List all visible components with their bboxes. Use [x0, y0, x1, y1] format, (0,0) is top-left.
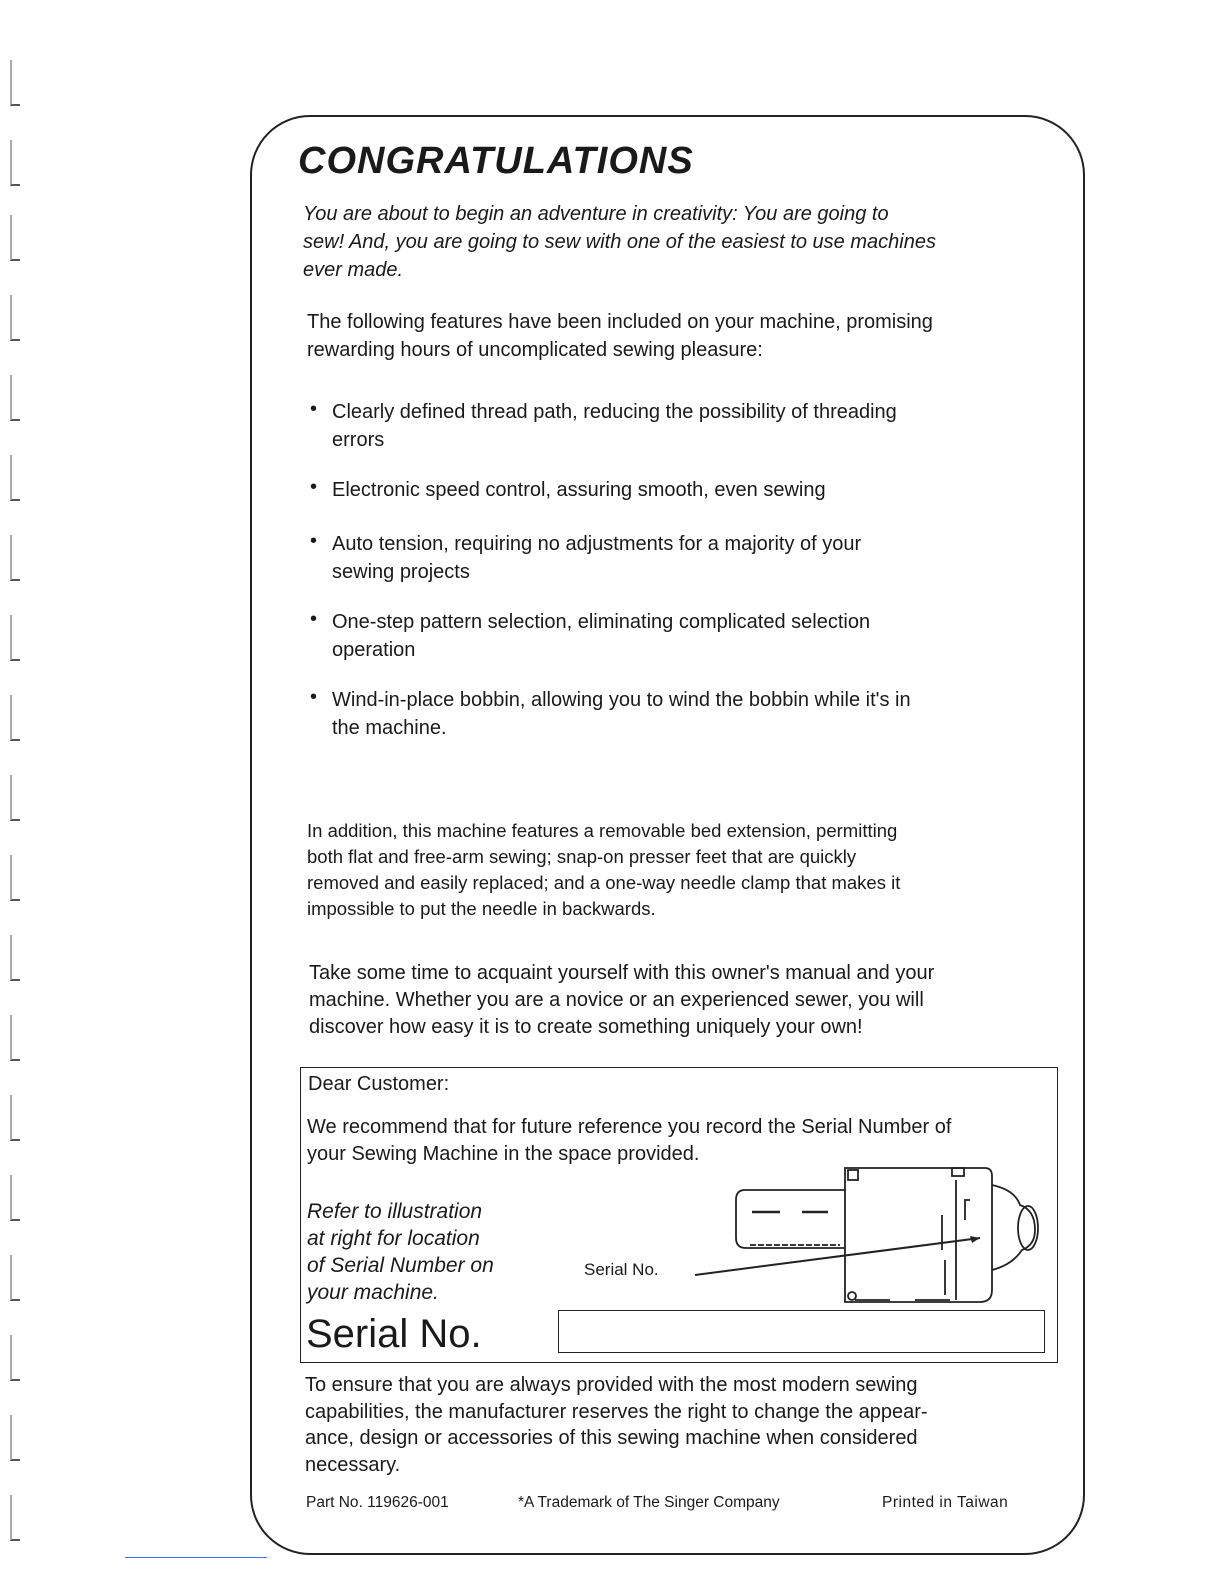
text-line: sewing projects: [332, 561, 470, 583]
refer-text: [307, 1198, 494, 1306]
text-line: of Serial Number on: [307, 1254, 494, 1277]
text-line: impossible to put the needle in backwards.: [307, 898, 656, 919]
binding-hole: [10, 455, 20, 501]
binding-hole: [10, 1335, 20, 1381]
binding-hole: [10, 140, 20, 186]
text-line: The following features have been included on your machine, promising: [307, 311, 933, 333]
binding-hole: [10, 535, 20, 581]
text-line: operation: [332, 639, 416, 661]
binding-hole: [10, 695, 20, 741]
text-line: both flat and free-arm sewing; snap-on presser feet that are quickly: [307, 846, 857, 867]
serial-number-label: Serial No.: [306, 1312, 482, 1356]
acquaint-paragraph: [309, 960, 934, 1041]
binding-hole: [10, 1095, 20, 1141]
ensure-paragraph: [305, 1372, 928, 1478]
text-line: One-step pattern selection, eliminating complicated selection: [332, 611, 871, 633]
text-line: ance, design or accessories of this sewing machine when considered: [305, 1427, 918, 1449]
intro-paragraph: [303, 200, 936, 284]
text-line: rewarding hours of uncomplicated sewing pleasure:: [307, 339, 763, 361]
serial-number-field[interactable]: [558, 1310, 1045, 1353]
binding-hole: [10, 1495, 20, 1541]
text-line: Clearly defined thread path, reducing the possibility of threading: [332, 401, 897, 423]
binding-hole: [10, 375, 20, 421]
sewing-machine-illustration: [690, 1160, 1050, 1310]
text-line: You are about to begin an adventure in creativity: You are going to: [303, 203, 889, 225]
binding-hole: [10, 1175, 20, 1221]
binding-hole: [10, 855, 20, 901]
binding-hole: [10, 1255, 20, 1301]
binding-hole: [10, 1415, 20, 1461]
illustration-serial-label: Serial No.: [584, 1260, 659, 1279]
customer-greeting: Dear Customer:: [308, 1073, 450, 1095]
binding-hole: [10, 60, 20, 106]
trademark-note: *A Trademark of The Singer Company: [518, 1494, 780, 1511]
text-line: removed and easily replaced; and a one-way needle clamp that makes it: [307, 872, 901, 893]
printed-in: Printed in Taiwan: [882, 1494, 1009, 1511]
binding-hole: [10, 775, 20, 821]
text-line: Take some time to acquaint yourself with this owner's manual and your: [309, 962, 935, 984]
text-line: Wind-in-place bobbin, allowing you to wind the bobbin while it's in: [332, 689, 911, 711]
text-line: sew! And, you are going to sew with one of the easiest to use machines: [303, 231, 936, 253]
binding-hole: [10, 1015, 20, 1061]
features-intro: [307, 308, 933, 364]
text-line: We recommend that for future reference you record the Serial Number of: [307, 1116, 952, 1138]
addition-paragraph: [307, 818, 900, 922]
page-title: CONGRATULATIONS: [298, 140, 694, 182]
text-line: necessary.: [305, 1453, 401, 1476]
text-line: your Sewing Machine in the space provided.: [307, 1143, 700, 1165]
text-line: discover how easy it is to create something uniquely your own!: [309, 1016, 863, 1038]
text-line: In addition, this machine features a removable bed extension, permitting: [307, 820, 898, 841]
text-line: Auto tension, requiring no adjustments for a majority of your: [332, 533, 862, 555]
text-line: your machine.: [307, 1281, 439, 1304]
text-line: Refer to illustration: [307, 1200, 483, 1223]
text-line: the machine.: [332, 717, 447, 739]
text-line: at right for location: [307, 1227, 480, 1250]
part-number: Part No. 119626-001: [306, 1494, 449, 1511]
text-line: ever made.: [303, 259, 404, 281]
text-line: Electronic speed control, assuring smooth, even sewing: [332, 479, 826, 501]
binding-hole: [10, 935, 20, 981]
binding-hole: [10, 295, 20, 341]
text-line: To ensure that you are always provided with the most modern sewing: [305, 1374, 918, 1396]
binding-hole: [10, 615, 20, 661]
binding-hole: [10, 215, 20, 261]
divider: [125, 1557, 267, 1558]
text-line: errors: [332, 429, 385, 451]
text-line: capabilities, the manufacturer reserves the right to change the appear-: [305, 1400, 928, 1423]
text-line: machine. Whether you are a novice or an experienced sewer, you will: [309, 989, 924, 1011]
